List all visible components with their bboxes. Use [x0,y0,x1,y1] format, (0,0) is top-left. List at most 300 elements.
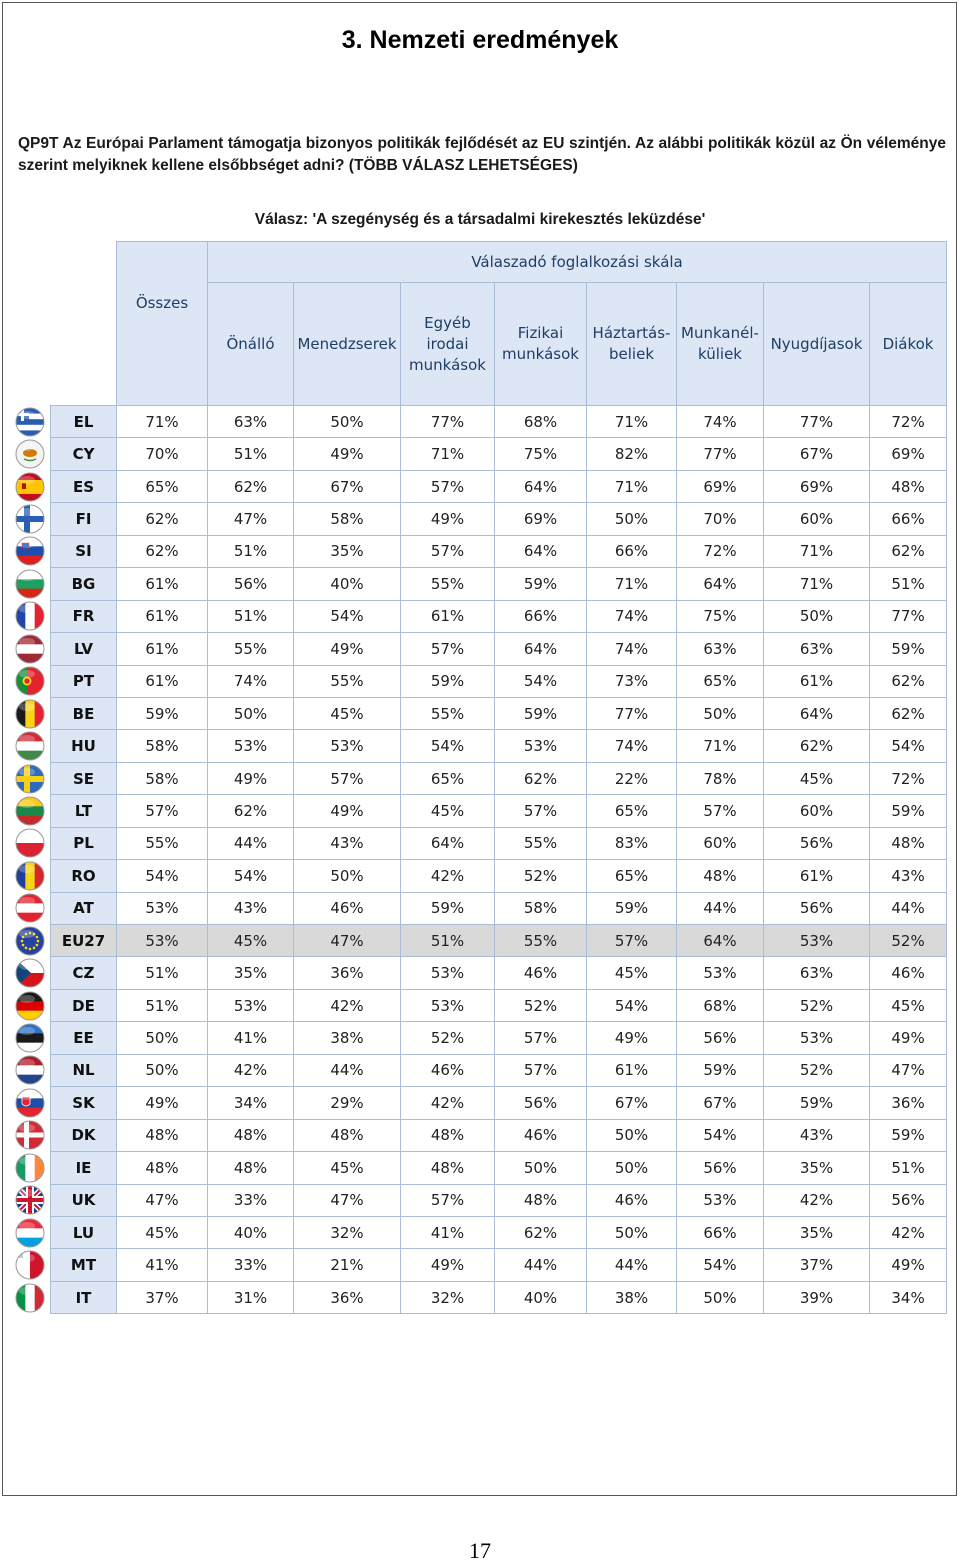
table-row [51,827,947,859]
total-cell: 47% [117,1184,208,1216]
value-cell: 63% [677,633,764,665]
value-cell: 74% [587,633,677,665]
value-cell: 32% [401,1281,495,1313]
value-cell: 52% [495,860,587,892]
value-cell: 55% [495,925,587,957]
table-row [51,535,947,567]
country-code: CZ [51,957,117,989]
value-cell: 65% [677,665,764,697]
value-cell: 75% [495,438,587,470]
value-cell: 42% [208,1054,294,1086]
country-code: SI [51,535,117,567]
value-cell: 43% [870,860,947,892]
slovakia-flag-icon [14,1087,46,1119]
value-cell: 51% [870,568,947,600]
table-row [51,860,947,892]
value-cell: 72% [870,762,947,794]
value-cell: 29% [294,1087,401,1119]
value-cell: 59% [870,1119,947,1151]
table-row [51,1119,947,1151]
value-cell: 46% [495,957,587,989]
value-cell: 71% [587,568,677,600]
value-cell: 53% [677,957,764,989]
hungary-flag-icon [14,730,46,762]
value-cell: 35% [764,1216,870,1248]
value-cell: 49% [870,1249,947,1281]
value-cell: 45% [587,957,677,989]
country-code: UK [51,1184,117,1216]
country-code: SK [51,1087,117,1119]
value-cell: 57% [495,1054,587,1086]
value-cell: 55% [294,665,401,697]
value-cell: 42% [764,1184,870,1216]
value-cell: 74% [587,730,677,762]
value-cell: 57% [495,1022,587,1054]
value-cell: 46% [870,957,947,989]
occupation-group-header: Válaszadó foglalkozási skála [208,242,947,283]
country-code: CY [51,438,117,470]
country-code: IT [51,1281,117,1313]
total-cell: 37% [117,1281,208,1313]
total-cell: 62% [117,503,208,535]
table-row [51,470,947,502]
value-cell: 41% [208,1022,294,1054]
value-cell: 53% [495,730,587,762]
table-row [51,503,947,535]
value-cell: 64% [764,697,870,729]
total-cell: 61% [117,568,208,600]
value-cell: 50% [587,503,677,535]
country-code: LT [51,795,117,827]
table-row [51,925,947,957]
country-code: LU [51,1216,117,1248]
value-cell: 55% [208,633,294,665]
value-cell: 48% [495,1184,587,1216]
value-cell: 56% [764,827,870,859]
table-row [51,1152,947,1184]
value-cell: 40% [208,1216,294,1248]
total-cell: 59% [117,697,208,729]
table-row [51,697,947,729]
value-cell: 66% [870,503,947,535]
table-row [51,1184,947,1216]
value-cell: 55% [401,568,495,600]
estonia-flag-icon [14,1022,46,1054]
total-cell: 61% [117,633,208,665]
value-cell: 53% [401,957,495,989]
table-row [51,406,947,438]
value-cell: 44% [870,892,947,924]
uk-flag-icon [14,1184,46,1216]
value-cell: 77% [764,406,870,438]
value-cell: 58% [294,503,401,535]
table-row [51,795,947,827]
sweden-flag-icon [14,763,46,795]
netherlands-flag-icon [14,1054,46,1086]
value-cell: 46% [401,1054,495,1086]
value-cell: 43% [294,827,401,859]
greece-flag-icon [14,406,46,438]
country-code: LV [51,633,117,665]
value-cell: 54% [495,665,587,697]
column-header: Fizikai munkások [495,283,587,406]
value-cell: 45% [208,925,294,957]
value-cell: 82% [587,438,677,470]
value-cell: 48% [208,1119,294,1151]
total-cell: 61% [117,665,208,697]
value-cell: 49% [294,438,401,470]
value-cell: 50% [495,1152,587,1184]
value-cell: 53% [208,730,294,762]
value-cell: 46% [294,892,401,924]
value-cell: 52% [764,989,870,1021]
total-cell: 61% [117,600,208,632]
value-cell: 47% [294,1184,401,1216]
value-cell: 45% [870,989,947,1021]
page-title: 3. Nemzeti eredmények [341,26,619,54]
value-cell: 64% [495,633,587,665]
value-cell: 77% [677,438,764,470]
total-cell: 51% [117,957,208,989]
value-cell: 50% [294,860,401,892]
value-cell: 44% [677,892,764,924]
value-cell: 59% [677,1054,764,1086]
value-cell: 69% [764,470,870,502]
table-row [51,762,947,794]
value-cell: 63% [764,633,870,665]
value-cell: 59% [764,1087,870,1119]
value-cell: 74% [677,406,764,438]
value-cell: 61% [764,860,870,892]
table-row [51,600,947,632]
value-cell: 58% [495,892,587,924]
value-cell: 66% [677,1216,764,1248]
value-cell: 64% [401,827,495,859]
value-cell: 56% [208,568,294,600]
value-cell: 59% [587,892,677,924]
italy-flag-icon [14,1282,46,1314]
table-row [51,568,947,600]
table-row [51,957,947,989]
romania-flag-icon [14,860,46,892]
total-cell: 50% [117,1022,208,1054]
country-code: PL [51,827,117,859]
value-cell: 40% [495,1281,587,1313]
column-header: Egyéb irodai munkások [401,283,495,406]
value-cell: 71% [764,568,870,600]
value-cell: 48% [677,860,764,892]
table-row [51,1216,947,1248]
value-cell: 38% [294,1022,401,1054]
country-code: HU [51,730,117,762]
value-cell: 62% [870,697,947,729]
value-cell: 59% [870,633,947,665]
value-cell: 54% [677,1119,764,1151]
value-cell: 49% [587,1022,677,1054]
total-cell: 55% [117,827,208,859]
value-cell: 44% [208,827,294,859]
country-code: SE [51,762,117,794]
value-cell: 51% [401,925,495,957]
country-code: FR [51,600,117,632]
value-cell: 63% [208,406,294,438]
value-cell: 67% [677,1087,764,1119]
table-row [51,633,947,665]
value-cell: 72% [870,406,947,438]
value-cell: 64% [677,568,764,600]
value-cell: 65% [587,795,677,827]
column-header: Önálló [208,283,294,406]
value-cell: 52% [764,1054,870,1086]
value-cell: 32% [294,1216,401,1248]
value-cell: 63% [764,957,870,989]
table-row [51,1087,947,1119]
value-cell: 70% [677,503,764,535]
total-cell: 53% [117,892,208,924]
value-cell: 42% [401,860,495,892]
value-cell: 62% [495,1216,587,1248]
value-cell: 37% [764,1249,870,1281]
value-cell: 48% [294,1119,401,1151]
value-cell: 33% [208,1184,294,1216]
value-cell: 59% [401,892,495,924]
value-cell: 50% [587,1216,677,1248]
value-cell: 69% [495,503,587,535]
value-cell: 54% [208,860,294,892]
table-row [51,438,947,470]
value-cell: 48% [401,1152,495,1184]
question-text: QP9T Az Európai Parlament támogatja bizonyos politikák fejlődését az EU szintjén. Az alábbi politikák közül az Ön véleménye szerint melyiknek kellene elsőbbséget adni? (TÖBB VÁLASZ LEHETSÉGES) [18,135,946,174]
value-cell: 60% [764,503,870,535]
country-code: EU27 [51,925,117,957]
luxembourg-flag-icon [14,1217,46,1249]
value-cell: 48% [401,1119,495,1151]
table-row [51,730,947,762]
corner-blank [51,242,117,406]
country-code: RO [51,860,117,892]
total-cell: 65% [117,470,208,502]
value-cell: 52% [870,925,947,957]
page-number: 17 [469,1538,491,1563]
value-cell: 71% [587,470,677,502]
value-cell: 62% [208,795,294,827]
value-cell: 66% [587,535,677,567]
value-cell: 56% [495,1087,587,1119]
value-cell: 50% [764,600,870,632]
value-cell: 59% [495,697,587,729]
country-code: DK [51,1119,117,1151]
value-cell: 71% [401,438,495,470]
value-cell: 62% [495,762,587,794]
value-cell: 51% [208,535,294,567]
country-code: NL [51,1054,117,1086]
value-cell: 83% [587,827,677,859]
total-cell: 48% [117,1119,208,1151]
value-cell: 61% [587,1054,677,1086]
value-cell: 55% [401,697,495,729]
value-cell: 53% [764,925,870,957]
value-cell: 50% [587,1152,677,1184]
value-cell: 35% [294,535,401,567]
value-cell: 42% [401,1087,495,1119]
country-code: EL [51,406,117,438]
value-cell: 54% [401,730,495,762]
value-cell: 64% [495,535,587,567]
value-cell: 75% [677,600,764,632]
value-cell: 22% [587,762,677,794]
country-code: IE [51,1152,117,1184]
value-cell: 47% [294,925,401,957]
table-row [51,989,947,1021]
value-cell: 57% [495,795,587,827]
value-cell: 31% [208,1281,294,1313]
value-cell: 53% [401,989,495,1021]
cyprus-flag-icon [14,438,46,470]
value-cell: 53% [764,1022,870,1054]
value-cell: 59% [495,568,587,600]
total-cell: 54% [117,860,208,892]
country-code: EE [51,1022,117,1054]
value-cell: 65% [587,860,677,892]
value-cell: 56% [764,892,870,924]
value-cell: 77% [587,697,677,729]
value-cell: 59% [401,665,495,697]
total-cell: 48% [117,1152,208,1184]
total-cell: 49% [117,1087,208,1119]
value-cell: 45% [294,1152,401,1184]
ireland-flag-icon [14,1152,46,1184]
value-cell: 51% [870,1152,947,1184]
column-header: Nyugdíjasok [764,283,870,406]
value-cell: 50% [677,1281,764,1313]
value-cell: 49% [870,1022,947,1054]
value-cell: 48% [870,470,947,502]
slovenia-flag-icon [14,535,46,567]
value-cell: 64% [677,925,764,957]
belgium-flag-icon [14,698,46,730]
spain-flag-icon [14,471,46,503]
column-header: Diákok [870,283,947,406]
total-cell: 57% [117,795,208,827]
value-cell: 57% [294,762,401,794]
lithuania-flag-icon [14,795,46,827]
total-cell: 41% [117,1249,208,1281]
value-cell: 57% [587,925,677,957]
value-cell: 68% [495,406,587,438]
value-cell: 62% [870,665,947,697]
country-code: BE [51,697,117,729]
country-code: MT [51,1249,117,1281]
value-cell: 50% [208,697,294,729]
value-cell: 47% [870,1054,947,1086]
value-cell: 45% [764,762,870,794]
latvia-flag-icon [14,633,46,665]
table-row [51,1249,947,1281]
value-cell: 69% [677,470,764,502]
country-code: DE [51,989,117,1021]
value-cell: 52% [495,989,587,1021]
value-cell: 71% [677,730,764,762]
value-cell: 62% [208,470,294,502]
value-cell: 67% [587,1087,677,1119]
value-cell: 67% [764,438,870,470]
value-cell: 72% [677,535,764,567]
value-cell: 65% [401,762,495,794]
results-table [50,241,947,1314]
value-cell: 53% [294,730,401,762]
country-code: AT [51,892,117,924]
value-cell: 44% [495,1249,587,1281]
country-code: PT [51,665,117,697]
value-cell: 77% [401,406,495,438]
value-cell: 56% [870,1184,947,1216]
value-cell: 48% [870,827,947,859]
value-cell: 36% [870,1087,947,1119]
value-cell: 49% [294,633,401,665]
value-cell: 50% [587,1119,677,1151]
denmark-flag-icon [14,1119,46,1151]
value-cell: 34% [208,1087,294,1119]
value-cell: 36% [294,957,401,989]
country-code: FI [51,503,117,535]
value-cell: 49% [401,503,495,535]
total-cell: 62% [117,535,208,567]
value-cell: 43% [764,1119,870,1151]
total-cell: 58% [117,762,208,794]
value-cell: 51% [208,438,294,470]
total-cell: 45% [117,1216,208,1248]
value-cell: 73% [587,665,677,697]
value-cell: 60% [764,795,870,827]
czech-flag-icon [14,957,46,989]
column-header: Menedzserek [294,283,401,406]
table-row [51,1022,947,1054]
total-cell: 58% [117,730,208,762]
value-cell: 41% [401,1216,495,1248]
value-cell: 43% [208,892,294,924]
table-row [51,1054,947,1086]
value-cell: 68% [677,989,764,1021]
value-cell: 56% [677,1022,764,1054]
value-cell: 67% [294,470,401,502]
value-cell: 62% [764,730,870,762]
value-cell: 56% [677,1152,764,1184]
total-header: Összes [117,242,208,406]
total-cell: 53% [117,925,208,957]
value-cell: 69% [870,438,947,470]
value-cell: 78% [677,762,764,794]
value-cell: 64% [495,470,587,502]
portugal-flag-icon [14,665,46,697]
value-cell: 50% [294,406,401,438]
germany-flag-icon [14,990,46,1022]
malta-flag-icon [14,1249,46,1281]
value-cell: 62% [870,535,947,567]
value-cell: 60% [677,827,764,859]
value-cell: 49% [294,795,401,827]
value-cell: 46% [495,1119,587,1151]
country-code: ES [51,470,117,502]
column-header: Háztartás-beliek [587,283,677,406]
value-cell: 57% [401,470,495,502]
value-cell: 74% [208,665,294,697]
value-cell: 74% [587,600,677,632]
value-cell: 44% [587,1249,677,1281]
value-cell: 61% [401,600,495,632]
value-cell: 77% [870,600,947,632]
value-cell: 57% [401,1184,495,1216]
eu-flag-icon [14,925,46,957]
